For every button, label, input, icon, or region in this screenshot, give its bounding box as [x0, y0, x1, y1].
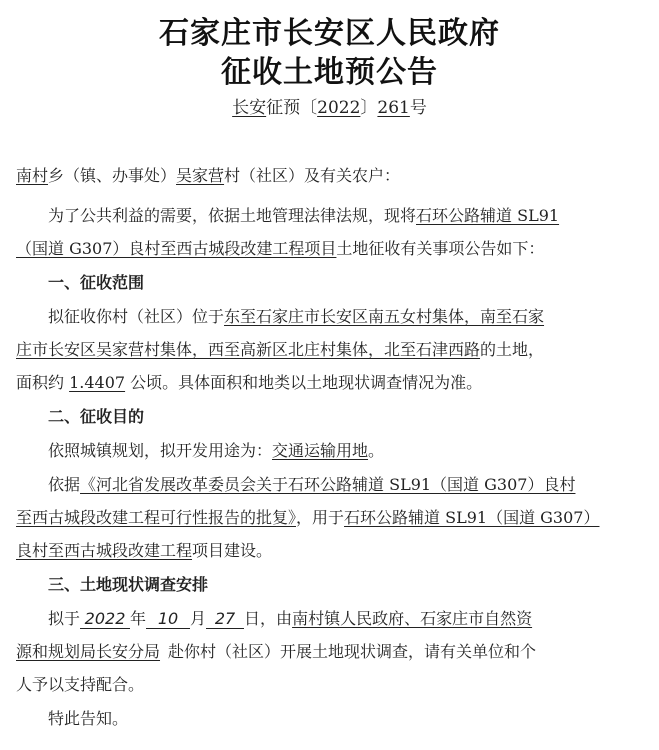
- survey-month-unit: 月: [190, 609, 207, 628]
- section-1-line-1: [48, 305, 544, 329]
- section-1-line-3: [16, 371, 482, 395]
- intro-project-a: 石环公路辅道 SL91: [416, 206, 560, 225]
- doc-no-number: 261: [377, 98, 410, 118]
- recipient-township: 南村: [16, 166, 49, 185]
- intro-line-1: [48, 204, 559, 228]
- survey-org-a: 南村镇人民政府、石家庄市自然资: [292, 609, 533, 628]
- section-3-post-a: 赴你村（社区）开展土地现状调查，请有关单位和个: [168, 642, 537, 661]
- survey-day-unit: 日，由: [244, 609, 293, 628]
- closing-text: 特此告知。: [48, 709, 129, 728]
- section-1-area-value: 1.4407: [69, 373, 126, 392]
- section-1-boundary-a: 东至石家庄市长安区南五女村集体，南至石家: [224, 307, 545, 326]
- section-3-line-3: 人予以支持配合。: [16, 675, 145, 694]
- section-3-line-2: [16, 640, 536, 664]
- doc-no-bracket: 〕: [360, 98, 378, 118]
- document-number: [0, 93, 659, 118]
- section-1-line-2: [16, 338, 544, 362]
- survey-month: 10: [146, 610, 190, 629]
- page-title: 石家庄市长安区人民政府: [159, 16, 500, 51]
- section-2-basis-d: 良村至西古城段改建工程: [16, 541, 193, 560]
- intro-project-b: （国道 G307）良村至西古城段改建工程项目: [16, 239, 337, 258]
- page-subtitle: 征收土地预公告: [221, 55, 438, 90]
- section-2-basis-c: 石环公路辅道 SL91（国道 G307）: [344, 508, 600, 527]
- intro-post: 土地征收有关事项公告如下：: [336, 239, 545, 258]
- section-2-basis-line-3: [16, 539, 272, 563]
- section-1-area-pre: 面积约: [16, 373, 70, 392]
- recipient-text-1: 乡（镇、办事处）: [48, 166, 177, 185]
- section-1-pre: 拟征收你村（社区）位于: [48, 307, 225, 326]
- section-3-pre: 拟于: [48, 609, 81, 628]
- section-2-basis-line-2: [16, 506, 599, 530]
- doc-no-middle: 征预〔: [266, 98, 318, 118]
- section-2-use-line: [48, 439, 384, 463]
- section-2-heading: 二、征收目的: [48, 407, 145, 426]
- survey-year: 2022: [80, 610, 130, 629]
- section-2-use-value: 交通运输用地: [272, 441, 369, 460]
- recipient-line: [16, 164, 400, 188]
- intro-line-2: [16, 237, 544, 261]
- section-2-basis-a: 《河北省发展改革委员会关于石环公路辅道 SL91（国道 G307）良村: [80, 475, 576, 494]
- section-2-basis-post: 项目建设。: [192, 541, 273, 560]
- recipient-village: 吴家营: [176, 166, 225, 185]
- section-1-post: 的土地，: [480, 340, 545, 359]
- section-1-area-post: 公顷。具体面积和地类以土地现状调查情况为准。: [125, 373, 483, 392]
- section-3-line-1: [48, 607, 532, 631]
- survey-day: 27: [206, 610, 244, 629]
- doc-no-year: 2022: [317, 98, 361, 118]
- section-2-basis-line-1: [48, 473, 575, 497]
- recipient-text-2: 村（社区）及有关农户：: [224, 166, 401, 185]
- section-2-basis-b: 至西古城段改建工程可行性报告的批复》: [16, 508, 297, 527]
- section-1-heading: 一、征收范围: [48, 273, 145, 292]
- survey-org-b: 源和规划局长安分局: [16, 642, 161, 661]
- section-2-basis-mid: ，用于: [296, 508, 345, 527]
- doc-no-suffix: 号: [409, 98, 427, 118]
- section-3-heading: 三、土地现状调查安排: [48, 575, 209, 594]
- survey-year-unit: 年: [130, 609, 147, 628]
- doc-no-prefix: 长安: [232, 98, 267, 118]
- section-2-use-pre: 依照城镇规划，拟开发用途为：: [48, 441, 273, 460]
- section-2-basis-pre: 依据: [48, 475, 81, 494]
- section-2-use-post: 。: [368, 441, 385, 460]
- intro-pre: 为了公共利益的需要，依据土地管理法律法规，现将: [48, 206, 417, 225]
- section-1-boundary-b: 庄市长安区吴家营村集体，西至高新区北庄村集体，北至石津西路: [16, 340, 481, 359]
